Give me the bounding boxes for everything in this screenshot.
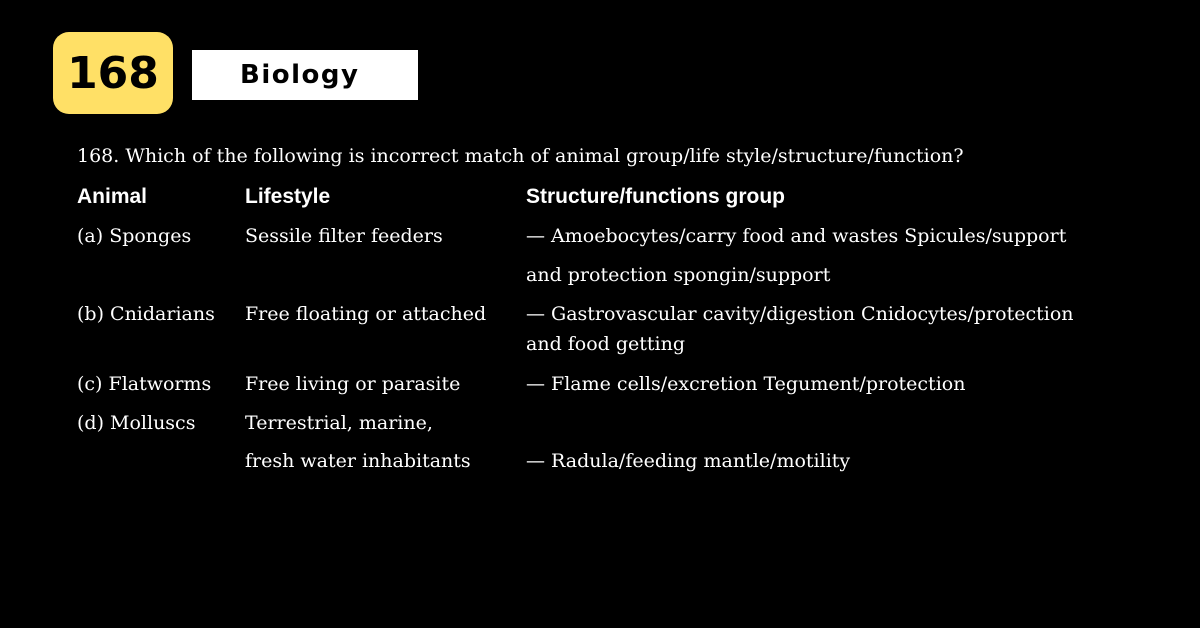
column-header-structure: Structure/functions group xyxy=(526,185,785,208)
column-header-lifestyle: Lifestyle xyxy=(245,185,331,208)
row-a-animal: (a) Sponges xyxy=(77,225,192,247)
row-b-structure-line-1: — Gastrovascular cavity/digestion Cnidocytes/protection xyxy=(526,303,1074,325)
row-d-animal: (d) Molluscs xyxy=(77,412,196,434)
row-b-lifestyle: Free floating or attached xyxy=(245,303,487,325)
row-c-lifestyle: Free living or parasite xyxy=(245,373,461,395)
row-b-structure-line-2: and food getting xyxy=(526,333,686,355)
row-c-structure-line-1: — Flame cells/excretion Tegument/protection xyxy=(526,373,966,395)
row-d-structure-line-1: — Radula/feeding mantle/motility xyxy=(526,450,851,472)
row-c-animal: (c) Flatworms xyxy=(77,373,212,395)
row-d-lifestyle-line-2: fresh water inhabitants xyxy=(245,450,471,472)
question-number-badge: 168 xyxy=(53,32,173,114)
column-header-animal: Animal xyxy=(77,185,148,208)
row-a-structure-line-1: — Amoebocytes/carry food and wastes Spicules/support xyxy=(526,225,1067,247)
row-b-animal: (b) Cnidarians xyxy=(77,303,215,325)
question-text: 168. Which of the following is incorrect match of animal group/life style/structure/function? xyxy=(77,145,964,167)
row-a-lifestyle: Sessile filter feeders xyxy=(245,225,443,247)
row-d-lifestyle-line-1: Terrestrial, marine, xyxy=(245,412,433,434)
subject-label: Biology xyxy=(192,50,418,100)
row-a-structure-line-2: and protection spongin/support xyxy=(526,264,831,286)
